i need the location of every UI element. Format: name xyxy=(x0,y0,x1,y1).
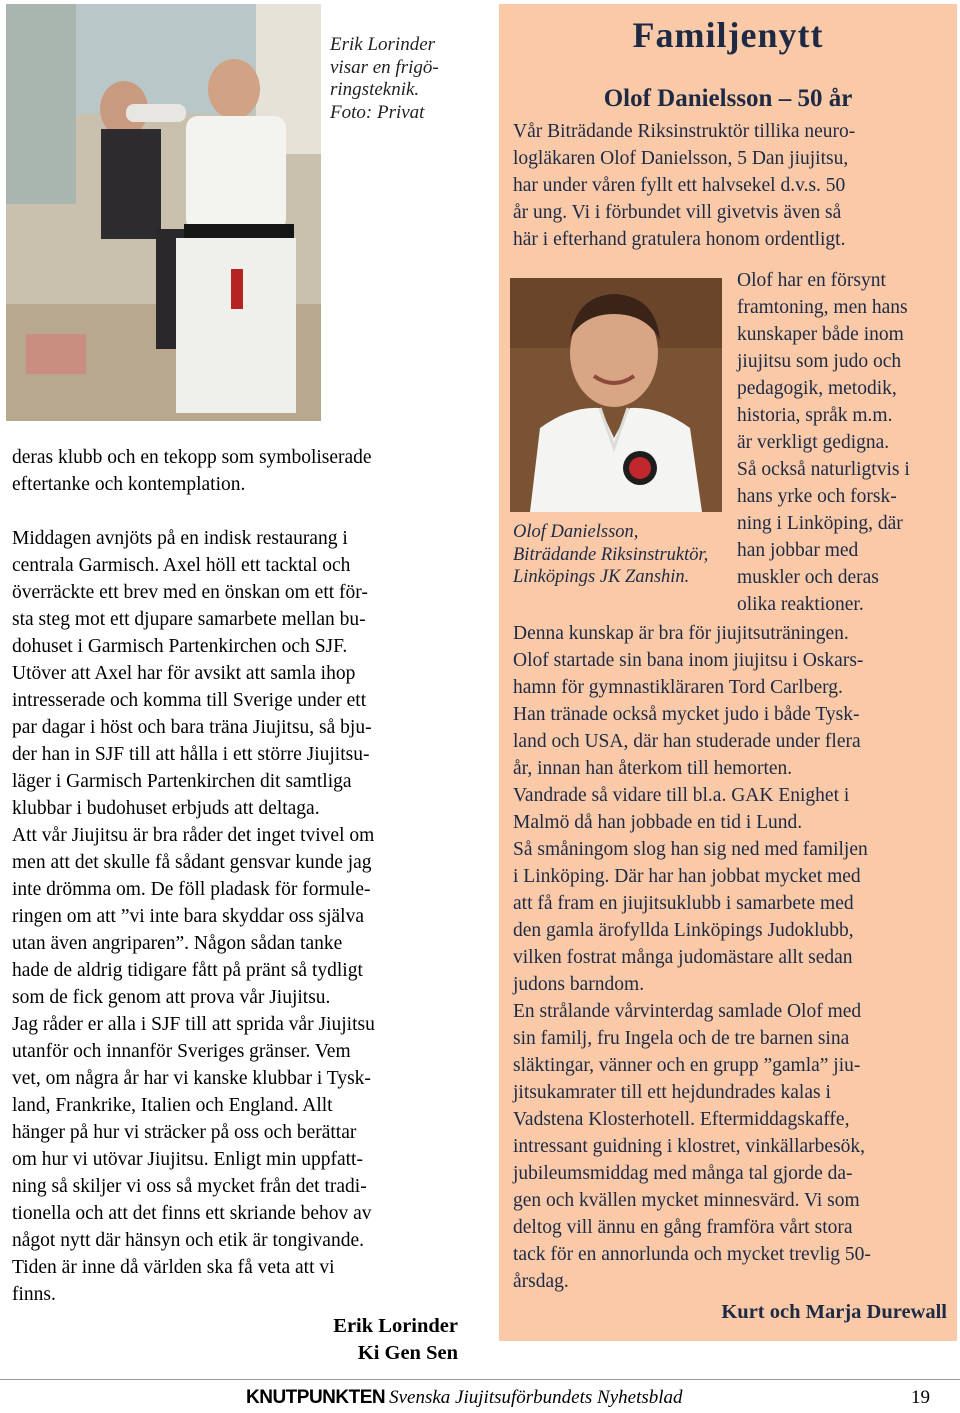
sidebar-body: Denna kunskap är bra för jiujitsuträningen. Olof startade sin bana inom jiujitsu i Oskars- hamn för gymnastikläraren Tord Carlberg. Han tränade också mycket judo i både Tysk- land och USA, där han studerade under flera år, innan han återkom till hemorten. Vandrade så vidare till bl.a. GAK Enighet i Malmö då han jobbade en tid i Lund. Så småningom slog han sig ned med familjen i Linköping. Där har han jobbat mycket med att få fram en jiujitsuklubb i samarbete med den gamla ärofyllda Linköpings Judoklubb, vilken fostrat många judomästare allt sedan judons barndom. En strålande vårvinterdag samlade Olof med sin familj, fru Ingela och de tre barnen sina släktingar, vänner och en grupp ”gamla” jiu- jitsukamrater till ett hejdundrades kalas i Vadstena Klosterhotell. Eftermiddagskaffe, intressant guidning i klostret, vinkällarbesök, jubileumsmiddag med många tal gjorde da- gen och kvällen mycket minnesvärd. Vi som deltog vill ännu en gång framföra vårt stora tack för en annorlunda och mycket trevlig 50- årsdag. xyxy=(513,623,871,1292)
sidebar-beside-photo: Olof har en försynt framtoning, men hans kunskaper både inom jiujitsu som judo och pedagogik, metodik, historia, språk m.m. är verkligt gedigna. Så också naturligtvis i hans yrke och forsk- ning i Linköping, där han jobbar med muskler och deras olika reaktioner. xyxy=(737,270,910,615)
left-signature: Erik Lorinder Ki Gen Sen xyxy=(333,1315,458,1364)
footer-subtitle: Svenska Jiujitsuförbundets Nyhetsblad xyxy=(389,1387,683,1408)
sidebar-intro: Vår Biträdande Riksinstruktör tillika neuro- logläkaren Olof Danielsson, 5 Dan jiujitsu, har under våren fyllt ett halvsekel d.v.s. 50 år ung. Vi i förbundet vill givetvis även så här i efterhand gratulera honom ordentligt. xyxy=(513,121,856,250)
portrait-caption: Olof Danielsson, Biträdande Riksinstruktör, Linköpings JK Zanshin. xyxy=(513,522,709,587)
familjenytt-box xyxy=(499,4,957,1341)
portrait-photo xyxy=(510,278,722,512)
footer xyxy=(246,1387,683,1413)
sidebar-subtitle: Olof Danielsson – 50 år xyxy=(603,85,853,112)
training-photo-illustration xyxy=(6,4,321,421)
footer-brand: KNUTPUNKTEN xyxy=(246,1387,386,1408)
portrait-illustration xyxy=(510,278,722,512)
sidebar-title: Familjenytt xyxy=(632,15,824,55)
footer-rule xyxy=(0,1379,960,1380)
page-number: 19 xyxy=(911,1387,930,1408)
sidebar-signature: Kurt och Marja Durewall xyxy=(721,1301,947,1323)
left-paragraph-2: Middagen avnjöts på en indisk restaurang i centrala Garmisch. Axel höll ett tacktal och överräckte ett brev med en önskan om ett för- sta steg mot ett djupare samarbete mellan bu- dohuset i Garmisch Partenkirchen och SJF. Utöver att Axel har för avsikt att samla ihop intresserade och komma till Sverige under ett par dagar i höst och bara träna Jiujitsu, så bju- der han in SJF till att hålla i ett större Jiujitsu- läger i Garmisch Partenkirchen dit samtliga klubbar i budohuset erbjuds att deltaga. Att vår Jiujitsu är bra råder det inget tvivel om men att det skulle få sådant gensvar kunde jag inte drömma om. De föll pladask för formule- ringen om att ”vi inte bara skyddar oss själva utan även angriparen”. Någon sådan tanke hade de aldrig tidigare fått på pränt så tydligt som de fick genom att prova vår Jiujitsu. Jag råder er alla i SJF till att sprida vår Jiujitsu utanför och innanför Sveriges gränser. Vem vet, om några år har vi kanske klubbar i Tysk- land, Frankrike, Italien och England. Allt hänger på hur vi sträcker på oss och berättar om hur vi utövar Jiujitsu. Enligt min uppfatt- ning så skiljer vi oss så mycket från det tradi- tionella och att det finns ett skriande behov av något nytt där hänsyn och etik är tongivande. Tiden är inne då världen ska få veta att vi finns. xyxy=(12,528,375,1305)
photo-caption: Erik Lorinder visar en frigö- ringsteknik. Foto: Privat xyxy=(330,34,439,123)
training-photo xyxy=(6,4,321,421)
left-paragraph-1: deras klubb och en tekopp som symboliserade eftertanke och kontemplation. xyxy=(12,447,372,495)
